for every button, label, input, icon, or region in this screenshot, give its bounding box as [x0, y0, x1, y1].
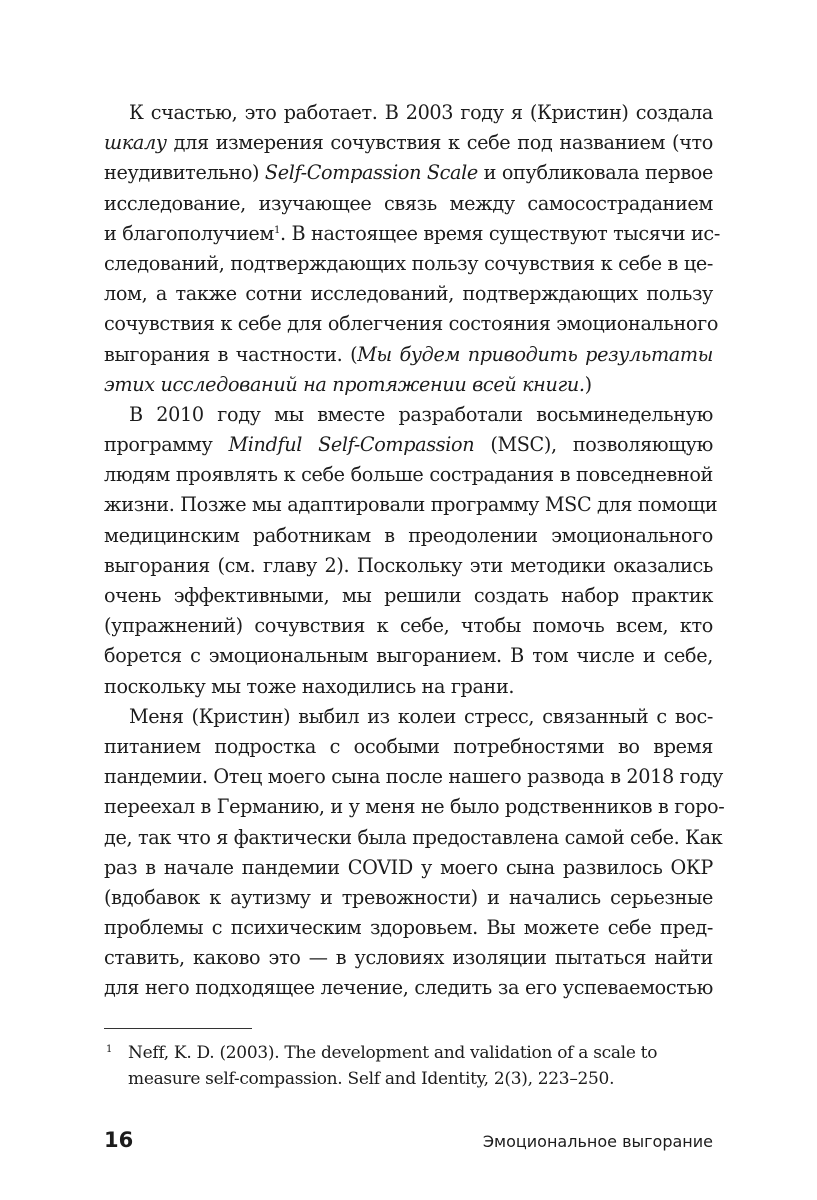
- text-line: [104, 279, 713, 309]
- text-run: медицинским работникам в преодолении эмоционального: [104, 523, 713, 547]
- text-line: [104, 189, 713, 219]
- text-line: [104, 943, 713, 973]
- text-run: пандемии. Отец моего сына после нашего развода в 2018 году: [104, 765, 723, 789]
- main-text: [104, 98, 725, 1004]
- text-run: ): [584, 372, 592, 396]
- text-line: [104, 309, 719, 339]
- text-run: выгорания (см. главу 2). Поскольку эти методики оказались: [104, 553, 713, 577]
- text-line: [104, 732, 713, 762]
- paragraph: [104, 702, 725, 1004]
- italic-text: Self-Compassion Scale: [264, 161, 478, 185]
- italic-text: Mindful Self-Compassion: [228, 433, 475, 457]
- text-run: . В настоящее время существуют тысячи ис-: [280, 221, 720, 245]
- text-run: программу: [104, 433, 229, 457]
- text-line: [104, 672, 713, 702]
- text-run: ставить, каково это — в условиях изоляции пытаться найти: [104, 946, 713, 970]
- text-run: В 2010 году мы вместе разработали восьминедельную: [129, 402, 713, 426]
- text-line: [104, 853, 713, 883]
- text-line: [104, 973, 713, 1003]
- footnote-number: 1: [106, 1044, 113, 1055]
- text-run: питанием подростка с особыми потребностями во время: [104, 734, 713, 758]
- text-line: [104, 551, 713, 581]
- text-run: раз в начале пандемии COVID у моего сына развилось ОКР: [104, 855, 713, 879]
- text-line: [104, 430, 713, 460]
- text-run: (упражнений) сочувствия к себе, чтобы помочь всем, кто: [104, 614, 713, 638]
- text-run: исследование, изучающее связь между самосостраданием: [104, 191, 713, 215]
- text-line: [104, 913, 713, 943]
- text-line: [104, 158, 713, 188]
- text-line: [104, 128, 713, 158]
- footnote-line: measure self-compassion. Self and Identity, 2(3), 223–250.: [128, 1069, 615, 1089]
- text-line: [104, 762, 723, 792]
- text-run: неудивительно): [104, 161, 265, 185]
- text-line: [104, 611, 713, 641]
- text-run: и благополучием: [104, 221, 274, 245]
- text-run: жизни. Позже мы адаптировали программу MSC для помощи: [104, 493, 718, 517]
- italic-text: этих исследований на протяжении всей книги.: [104, 372, 585, 396]
- text-run: (вдобавок к аутизму и тревожности) и начались серьезные: [104, 885, 713, 909]
- text-run: проблемы с психическим здоровьем. Вы можете себе пред-: [104, 916, 713, 940]
- text-run: де, так что я фактически была предоставлена самой себе. Как: [104, 825, 723, 849]
- footnote: [104, 1040, 713, 1092]
- text-line: [104, 98, 713, 128]
- text-line: [104, 521, 713, 551]
- text-line: [104, 400, 713, 430]
- text-run: выгорания в частности. (: [104, 342, 358, 366]
- text-run: и опубликовала первое: [477, 161, 714, 185]
- text-run: (MSC), позволяющую: [474, 433, 713, 457]
- italic-text: шкалу: [104, 131, 167, 155]
- text-line: [104, 249, 713, 279]
- text-run: людям проявлять к себе больше сострадания в повседневной: [104, 463, 713, 487]
- footnote-line: Neff, K. D. (2003). The development and validation of a scale to: [128, 1043, 658, 1063]
- footnote-ref: 1: [274, 224, 281, 236]
- text-line: [104, 460, 713, 490]
- text-line: [104, 702, 713, 732]
- text-line: [104, 219, 720, 249]
- text-line: [104, 490, 718, 520]
- text-line: [104, 823, 723, 853]
- text-line: [104, 340, 713, 370]
- text-line: [104, 370, 713, 400]
- text-run: переехал в Германию, и у меня не было родственников в горо-: [104, 795, 725, 819]
- text-run: К счастью, это работает. В 2003 году я (Кристин) создала: [129, 101, 713, 124]
- text-line: [104, 641, 713, 671]
- paragraph: [104, 98, 720, 400]
- text-run: для него подходящее лечение, следить за его успеваемостью: [104, 976, 713, 1000]
- text-run: лом, а также сотни исследований, подтверждающих пользу: [104, 282, 713, 306]
- footnote-separator: [104, 1028, 252, 1029]
- text-run: Меня (Кристин) выбил из колеи стресс, связанный с вос-: [129, 704, 713, 728]
- text-run: для измерения сочувствия к себе под названием (что: [166, 131, 713, 155]
- text-run: поскольку мы тоже находились на грани.: [104, 674, 515, 698]
- text-run: борется с эмоциональным выгоранием. В том числе и себе,: [104, 644, 713, 668]
- text-line: [104, 883, 713, 913]
- text-line: [104, 792, 725, 822]
- text-run: сочувствия к себе для облегчения состояния эмоционального: [104, 312, 719, 336]
- page-number: 16: [104, 1128, 134, 1152]
- text-line: [104, 581, 713, 611]
- text-run: следований, подтверждающих пользу сочувствия к себе в це-: [104, 251, 713, 275]
- italic-text: Мы будем приводить результаты: [357, 342, 714, 366]
- text-run: очень эффективными, мы решили создать набор практик: [104, 584, 713, 607]
- paragraph: [104, 400, 718, 702]
- running-head: Эмоциональное выгорание: [482, 1132, 713, 1151]
